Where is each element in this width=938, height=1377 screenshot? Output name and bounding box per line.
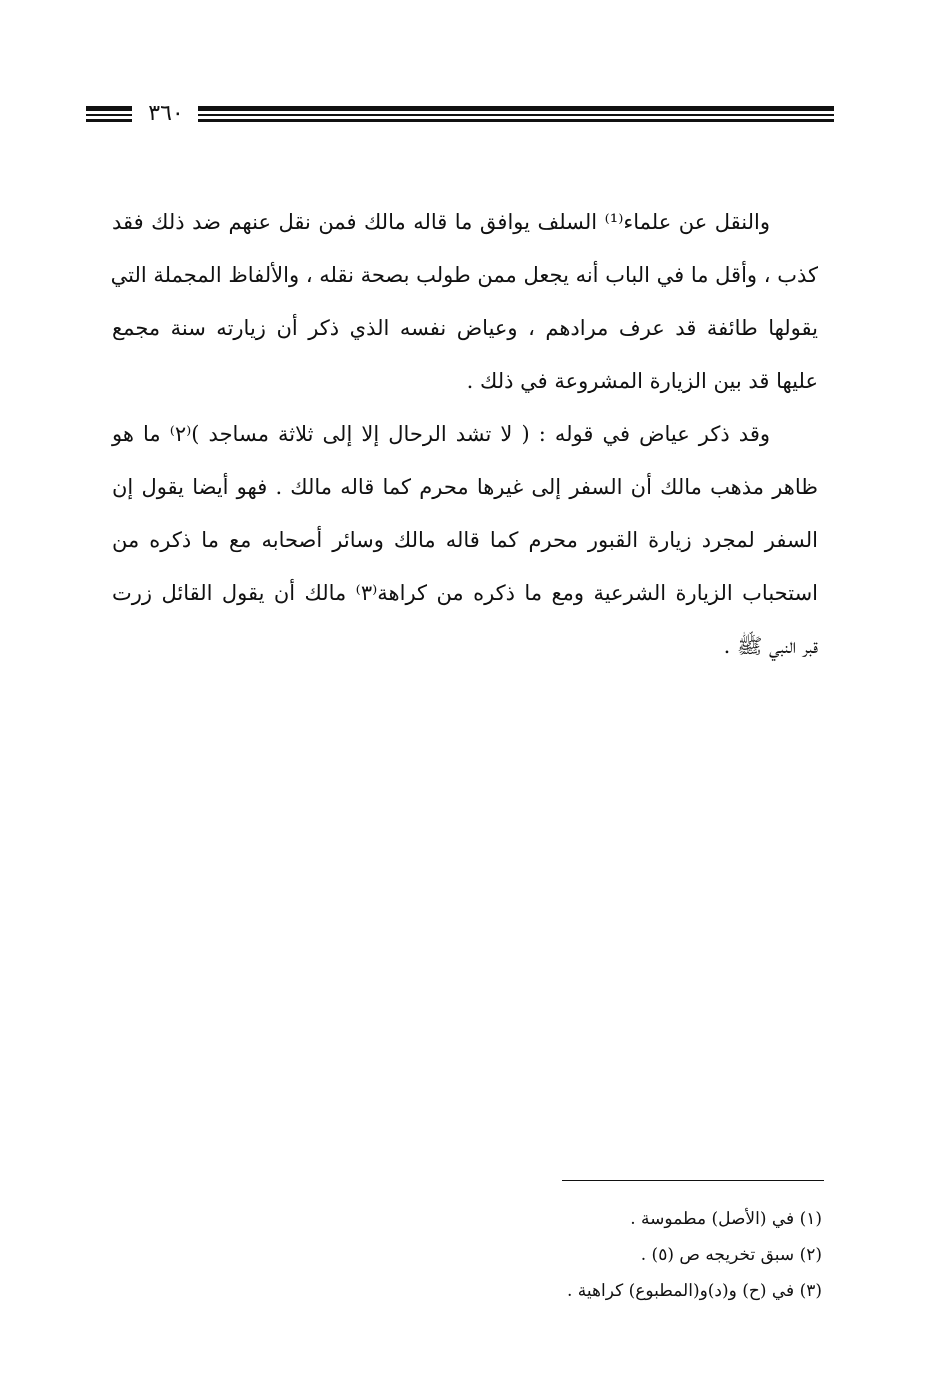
text-line: عليها قد بين الزيارة المشروعة في ذلك . — [466, 369, 818, 393]
header-rule-left — [86, 106, 132, 122]
text-line: استحباب الزيارة الشرعية ومع ما ذكره من كراهة⁽٣⁾ مالك أن يقول القائل زرت — [112, 581, 818, 605]
text-line: يقولها طائفة قد عرف مرادهم ، وعياض نفسه الذي ذكر أن زيارته سنة مجمع — [112, 316, 818, 340]
footnote-1: (١) في (الأصل) مطموسة . — [630, 1209, 822, 1229]
page-number: ٣٦٠ — [148, 101, 184, 126]
footnote-separator — [562, 1180, 824, 1181]
text-line: قبر النبي ﷺ . — [723, 634, 818, 658]
text-line: وقد ذكر عياض في قوله : ( لا تشد الرحال إلا إلى ثلاثة مساجد )⁽٢⁾ ما هو — [112, 422, 770, 446]
footnote-2: (٢) سبق تخريجه ص (٥) . — [640, 1245, 822, 1265]
text-line: كذب ، وأقل ما في الباب أنه يجعل ممن طولب بصحة نقله ، والألفاظ المجملة التي — [110, 263, 818, 287]
main-text — [112, 196, 818, 673]
header-rule-right — [198, 106, 834, 122]
text-line: ظاهر مذهب مالك أن السفر إلى غيرها محرم كما قاله مالك . فهو أيضا يقول إن — [112, 475, 818, 499]
footnote-3: (٣) في (ح) و(د)و(المطبوع) كراهية . — [566, 1281, 822, 1301]
page-header — [86, 100, 834, 130]
text-line: السفر لمجرد زيارة القبور محرم كما قاله مالك وسائر أصحابه مع ما ذكره من — [112, 528, 818, 552]
text-line: والنقل عن علماء⁽¹⁾ السلف يوافق ما قاله مالك فمن نقل عنهم ضد ذلك فقد — [112, 210, 770, 234]
footnotes — [322, 1201, 822, 1309]
